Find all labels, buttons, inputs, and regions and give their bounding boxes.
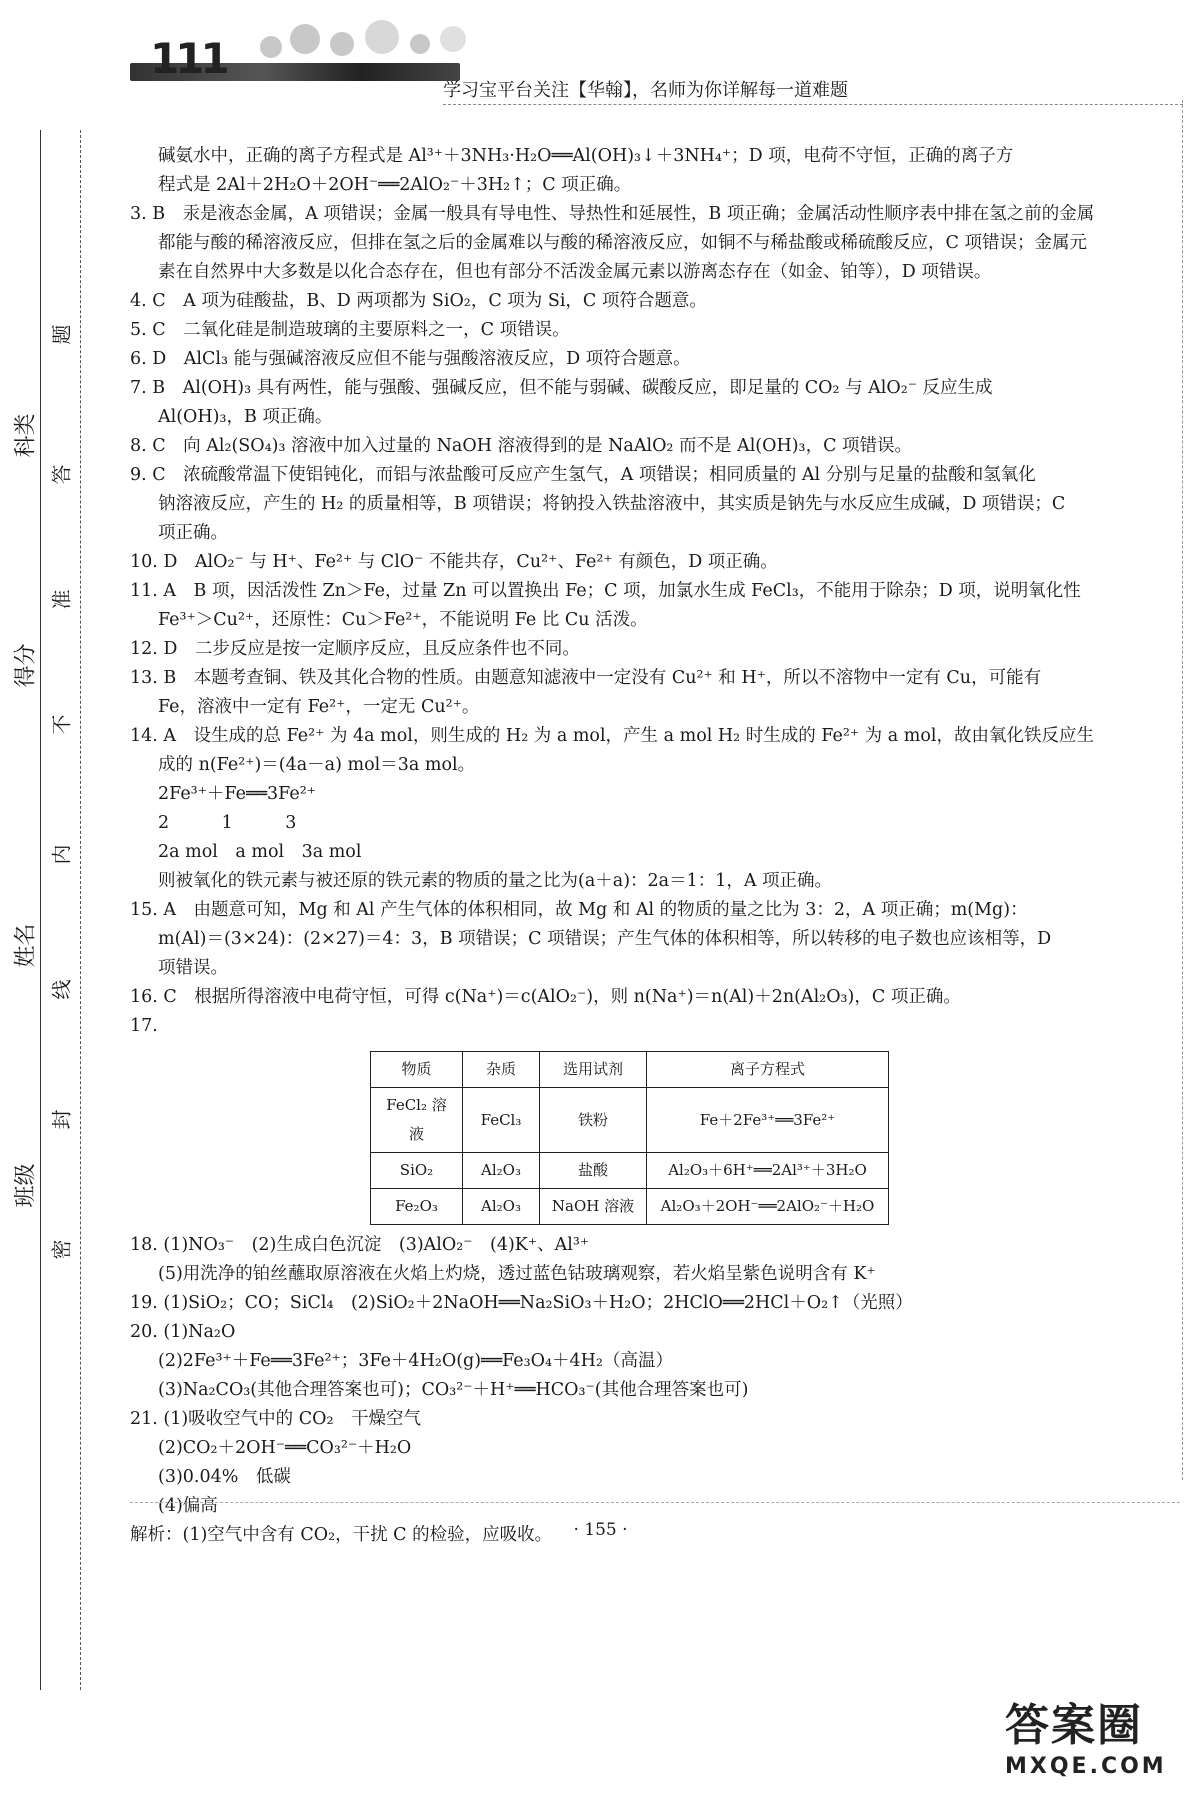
table-cell: 盐酸 xyxy=(540,1153,647,1189)
table-row xyxy=(371,1153,889,1189)
table-cell: FeCl₂ 溶液 xyxy=(371,1088,463,1153)
text-line: 5. C 二氧化硅是制造玻璃的主要原料之一，C 项错误。 xyxy=(130,320,570,340)
text-line: 钠溶液反应，产生的 H₂ 的质量相等，B 项错误；将钠投入铁盐溶液中，其实质是钠先与水反应生成碱，D 项错误；C xyxy=(158,494,1066,514)
seal-char: 不 xyxy=(49,714,74,735)
text-line: 10. D AlO₂⁻ 与 H⁺、Fe²⁺ 与 ClO⁻ 不能共存，Cu²⁺、Fe²⁺ 有颜色，D 项正确。 xyxy=(130,552,778,572)
table-header-cell: 物质 xyxy=(371,1052,463,1088)
text-line: 项正确。 xyxy=(158,523,228,543)
text-line: Fe，溶液中一定有 Fe²⁺，一定无 Cu²⁺。 xyxy=(158,697,480,717)
text-line: 14. A 设生成的总 Fe²⁺ 为 4a mol，则生成的 H₂ 为 a mol，产生 a mol H₂ 时生成的 Fe²⁺ 为 a mol，故由氧化铁反应生 xyxy=(130,726,1094,746)
watermark-main: 答案圈 xyxy=(1005,1700,1143,1751)
seal-char: 封 xyxy=(49,1109,74,1130)
header-slogan: 学习宝平台关注【华翰】，名师为你详解每一道难题 xyxy=(443,80,848,101)
text-line: (5)用洗净的铂丝蘸取原溶液在火焰上灼烧，透过蓝色钴玻璃观察，若火焰呈紫色说明含有 K⁺ xyxy=(158,1264,876,1284)
seal-char: 内 xyxy=(49,844,74,865)
text-line: 16. C 根据所得溶液中电荷守恒，可得 c(Na⁺)＝c(AlO₂⁻)，则 n(Na⁺)＝n(Al)＋2n(Al₂O₃)，C 项正确。 xyxy=(130,987,961,1007)
text-line: Fe³⁺＞Cu²⁺，还原性：Cu＞Fe²⁺，不能说明 Fe 比 Cu 活泼。 xyxy=(158,610,648,630)
table-header-row xyxy=(371,1052,889,1088)
table-cell: 铁粉 xyxy=(540,1088,647,1153)
page-number: · 155 · xyxy=(573,1520,628,1540)
seal-char: 线 xyxy=(49,979,74,1000)
watermark-sub: MXQE.COM xyxy=(1005,1754,1167,1779)
right-rule xyxy=(1182,100,1183,1480)
text-line: 9. C 浓硫酸常温下使铝钝化，而铝与浓盐酸可反应产生氢气，A 项错误；相同质量的 Al 分别与足量的盐酸和氢氧化 xyxy=(130,465,1036,485)
text-line: 21. (1)吸收空气中的 CO₂ 干燥空气 xyxy=(130,1409,421,1429)
text-line: (2)2Fe³⁺＋Fe══3Fe²⁺；3Fe＋4H₂O(g)══Fe₃O₄＋4H₂（高温） xyxy=(158,1351,673,1371)
table-cell: Al₂O₃ xyxy=(463,1189,540,1225)
text-line: 成的 n(Fe²⁺)＝(4a－a) mol＝3a mol。 xyxy=(158,755,476,775)
seal-char: 题 xyxy=(49,324,74,345)
table-cell: FeCl₃ xyxy=(463,1088,540,1153)
text-line: 项错误。 xyxy=(158,958,228,978)
text-line: (4)偏高 xyxy=(158,1496,218,1516)
text-line: 8. C 向 Al₂(SO₄)₃ 溶液中加入过量的 NaOH 溶液得到的是 NaAlO₂ 而不是 Al(OH)₃，C 项错误。 xyxy=(130,436,913,456)
text-line: 15. A 由题意可知，Mg 和 Al 产生气体的体积相同，故 Mg 和 Al 的物质的量之比为 3：2，A 项正确；m(Mg)： xyxy=(130,900,1028,920)
label-score: 得分 xyxy=(13,643,39,688)
table-header-cell: 杂质 xyxy=(463,1052,540,1088)
text-line: 碱氨水中，正确的离子方程式是 Al³⁺＋3NH₃·H₂O══Al(OH)₃↓＋3NH₄⁺；D 项，电荷不守恒，正确的离子方 xyxy=(158,146,1014,166)
text-line: 19. (1)SiO₂；CO；SiCl₄ (2)SiO₂＋2NaOH══Na₂SiO₃＋H₂O；2HClO══2HCl＋O₂↑（光照） xyxy=(130,1293,913,1313)
text-line: 都能与酸的稀溶液反应，但排在氢之后的金属难以与酸的稀溶液反应，如铜不与稀盐酸或稀硫酸反应，C 项错误；金属元 xyxy=(158,233,1087,253)
text-line: (3)0.04% 低碳 xyxy=(158,1467,291,1487)
text-line: (2)CO₂＋2OH⁻══CO₃²⁻＋H₂O xyxy=(158,1438,412,1458)
footer-divider xyxy=(130,1502,1180,1503)
text-line: (3)Na₂CO₃(其他合理答案也可)；CO₃²⁻＋H⁺══HCO₃⁻(其他合理答案也可) xyxy=(158,1380,749,1400)
table-header-cell: 选用试剂 xyxy=(540,1052,647,1088)
table-cell: Fe₂O₃ xyxy=(371,1189,463,1225)
label-subject: 科类 xyxy=(13,413,39,458)
text-line: m(Al)＝(3×24)：(2×27)＝4：3，B 项错误；C 项错误；产生气体的体积相等，所以转移的电子数也应该相等，D xyxy=(158,929,1052,949)
table-cell: SiO₂ xyxy=(371,1153,463,1189)
answer-content xyxy=(130,142,1170,1550)
text-line: 素在自然界中大多数是以化合态存在，但也有部分不活泼金属元素以游离态存在（如金、铂等），D 项错误。 xyxy=(158,262,992,282)
text-line: 2Fe³⁺＋Fe══3Fe²⁺ xyxy=(158,784,316,804)
text-line: 2 1 3 xyxy=(158,813,297,833)
answer-lines xyxy=(130,142,1170,1041)
text-line: 18. (1)NO₃⁻ (2)生成白色沉淀 (3)AlO₂⁻ (4)K⁺、Al³⁺ xyxy=(130,1235,590,1255)
binding-margin xyxy=(0,130,110,1690)
seal-char: 准 xyxy=(49,589,74,610)
text-line: 17. xyxy=(130,1016,158,1036)
table-cell: Fe＋2Fe³⁺══3Fe²⁺ xyxy=(647,1088,889,1153)
text-line: 11. A B 项，因活泼性 Zn＞Fe，过量 Zn 可以置换出 Fe；C 项，加氯水生成 FeCl₃，不能用于除杂；D 项，说明氧化性 xyxy=(130,581,1081,601)
table-cell: NaOH 溶液 xyxy=(540,1189,647,1225)
table-cell: Al₂O₃ xyxy=(463,1153,540,1189)
text-line: 4. C A 项为硅酸盐，B、D 两项都为 SiO₂，C 项为 Si，C 项符合题意。 xyxy=(130,291,707,311)
text-line: 13. B 本题考查铜、铁及其化合物的性质。由题意知滤液中一定没有 Cu²⁺ 和 H⁺，所以不溶物中一定有 Cu，可能有 xyxy=(130,668,1042,688)
table-cell: Al₂O₃＋2OH⁻══2AlO₂⁻＋H₂O xyxy=(647,1189,889,1225)
header-divider xyxy=(443,104,1183,105)
text-line: 7. B Al(OH)₃ 具有两性，能与强酸、强碱反应，但不能与弱碱、碳酸反应，即足量的 CO₂ 与 AlO₂⁻ 反应生成 xyxy=(130,378,993,398)
header-decoration xyxy=(260,18,480,68)
text-line: 12. D 二步反应是按一定顺序反应，且反应条件也不同。 xyxy=(130,639,580,659)
label-name: 姓名 xyxy=(13,923,39,968)
text-line: 程式是 2Al＋2H₂O＋2OH⁻══2AlO₂⁻＋3H₂↑；C 项正确。 xyxy=(158,175,632,195)
table-cell: Al₂O₃＋6H⁺══2Al³⁺＋3H₂O xyxy=(647,1153,889,1189)
text-line: 解析：(1)空气中含有 CO₂，干扰 C 的检验，应吸收。 xyxy=(130,1525,553,1545)
q17-table-wrap xyxy=(370,1051,1170,1225)
table-row xyxy=(371,1088,889,1153)
label-class: 班级 xyxy=(13,1163,39,1208)
seal-char: 密 xyxy=(49,1239,74,1260)
seal-char: 答 xyxy=(49,464,74,485)
page-header xyxy=(110,18,1180,101)
logo: 111 xyxy=(150,34,226,83)
text-line: 6. D AlCl₃ 能与强碱溶液反应但不能与强酸溶液反应，D 项符合题意。 xyxy=(130,349,691,369)
text-line: 则被氧化的铁元素与被还原的铁元素的物质的量之比为(a＋a)：2a＝1：1，A 项正确。 xyxy=(158,871,833,891)
q17-table xyxy=(370,1051,889,1225)
table-header-cell: 离子方程式 xyxy=(647,1052,889,1088)
text-line: Al(OH)₃，B 项正确。 xyxy=(158,407,333,427)
table-row xyxy=(371,1189,889,1225)
text-line: 3. B 汞是液态金属，A 项错误；金属一般具有导电性、导热性和延展性，B 项正确；金属活动性顺序表中排在氢之前的金属 xyxy=(130,204,1095,224)
text-line: 20. (1)Na₂O xyxy=(130,1322,236,1342)
text-line: 2a mol a mol 3a mol xyxy=(158,842,362,862)
watermark-logo xyxy=(1005,1700,1195,1796)
